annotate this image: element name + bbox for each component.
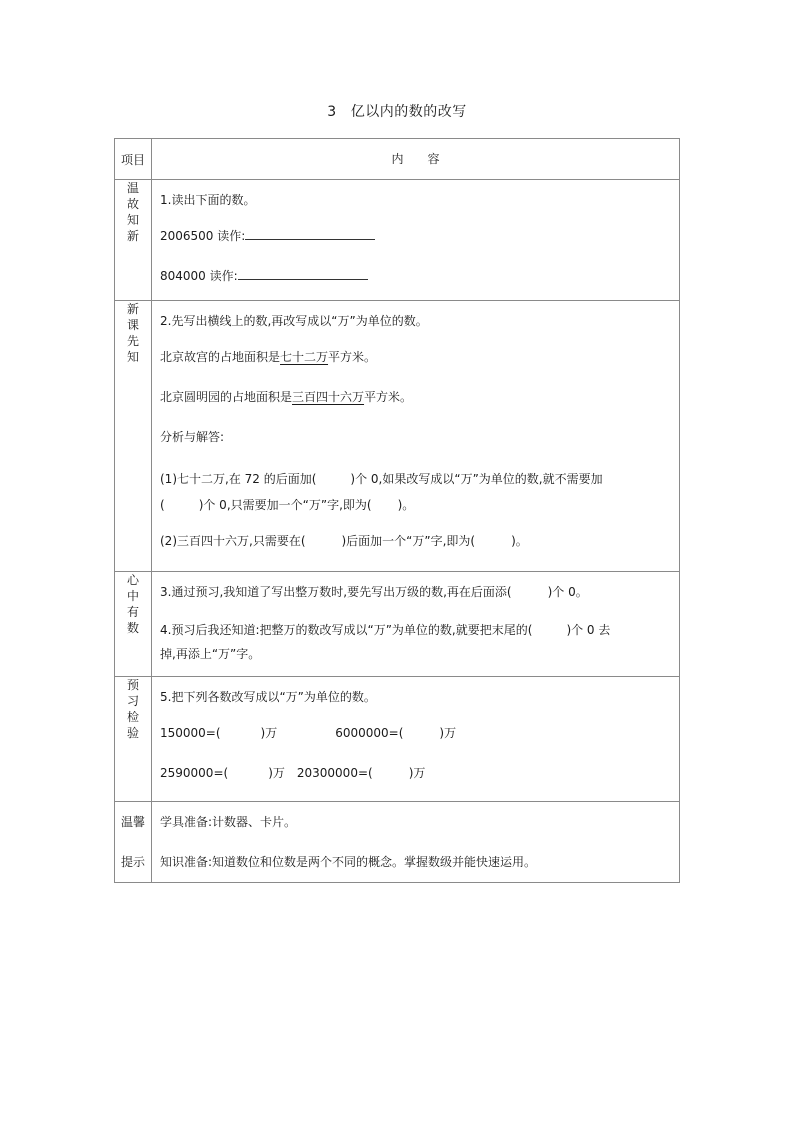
answer-blank[interactable] [245, 225, 375, 240]
header-col-item: 项目 [115, 139, 152, 180]
part-2-line: (2)三百四十六万,只需要在( )后面加一个“万”字,即为( )。 [160, 534, 528, 548]
section-mind [115, 572, 680, 677]
convert-row-1: 150000=( )万 6000000=( )万 [160, 726, 457, 740]
page-title [0, 101, 794, 121]
tip-tools: 学具准备:计数器、卡片。 [160, 815, 297, 829]
section-tips [115, 802, 680, 883]
section-label-check: 预 习 检 验 [115, 677, 152, 802]
read-line-1: 2006500 读作: [160, 216, 669, 256]
convert-row-2: 2590000=( )万 20300000=( )万 [160, 766, 426, 780]
section-label-mind: 心 中 有 数 [115, 572, 152, 677]
part-1-line-2: ( )个 0,只需要加一个“万”字,即为( )。 [160, 498, 415, 512]
read-line-2: 804000 读作: [160, 256, 669, 296]
section-preview [115, 301, 680, 572]
section-label-preview: 新 课 先 知 [115, 301, 152, 572]
tip-knowledge: 知识准备:知道数位和位数是两个不同的概念。掌握数级并能快速运用。 [160, 855, 537, 869]
worksheet-table [114, 138, 680, 883]
question-3: 3.通过预习,我知道了写出整万数时,要先写出万级的数,再在后面添( )个 0。 [160, 585, 588, 599]
title-text: 亿以内的数的改写 [350, 104, 467, 120]
answer-blank[interactable] [238, 265, 368, 280]
analysis-label: 分析与解答: [160, 430, 225, 444]
section-content-mind [152, 572, 680, 677]
header-col-content: 内 容 [152, 139, 680, 180]
question-4-line-2: 掉,再添上“万”字。 [160, 647, 261, 661]
section-label-tips: 温馨 提示 [115, 802, 152, 883]
section-content-check [152, 677, 680, 802]
section-content-tips [152, 802, 680, 883]
section-content-preview [152, 301, 680, 572]
question-1: 1.读出下面的数。 [160, 193, 256, 207]
part-1-line-1: (1)七十二万,在 72 的后面加( )个 0,如果改写成以“万”为单位的数,就不需要加 [160, 472, 603, 486]
section-review [115, 180, 680, 301]
sentence-1: 北京故宫的占地面积是七十二万平方米。 [160, 350, 377, 364]
title-number: 3 [327, 104, 337, 120]
question-5: 5.把下列各数改写成以“万”为单位的数。 [160, 690, 376, 704]
question-2: 2.先写出横线上的数,再改写成以“万”为单位的数。 [160, 314, 428, 328]
section-check [115, 677, 680, 802]
section-content-review [152, 180, 680, 301]
header-row [115, 139, 680, 180]
question-4-line-1: 4.预习后我还知道:把整万的数改写成以“万”为单位的数,就要把末尾的( )个 0 去 [160, 623, 611, 637]
sentence-2: 北京圆明园的占地面积是三百四十六万平方米。 [160, 390, 413, 404]
section-label-review: 温 故 知 新 [115, 180, 152, 301]
